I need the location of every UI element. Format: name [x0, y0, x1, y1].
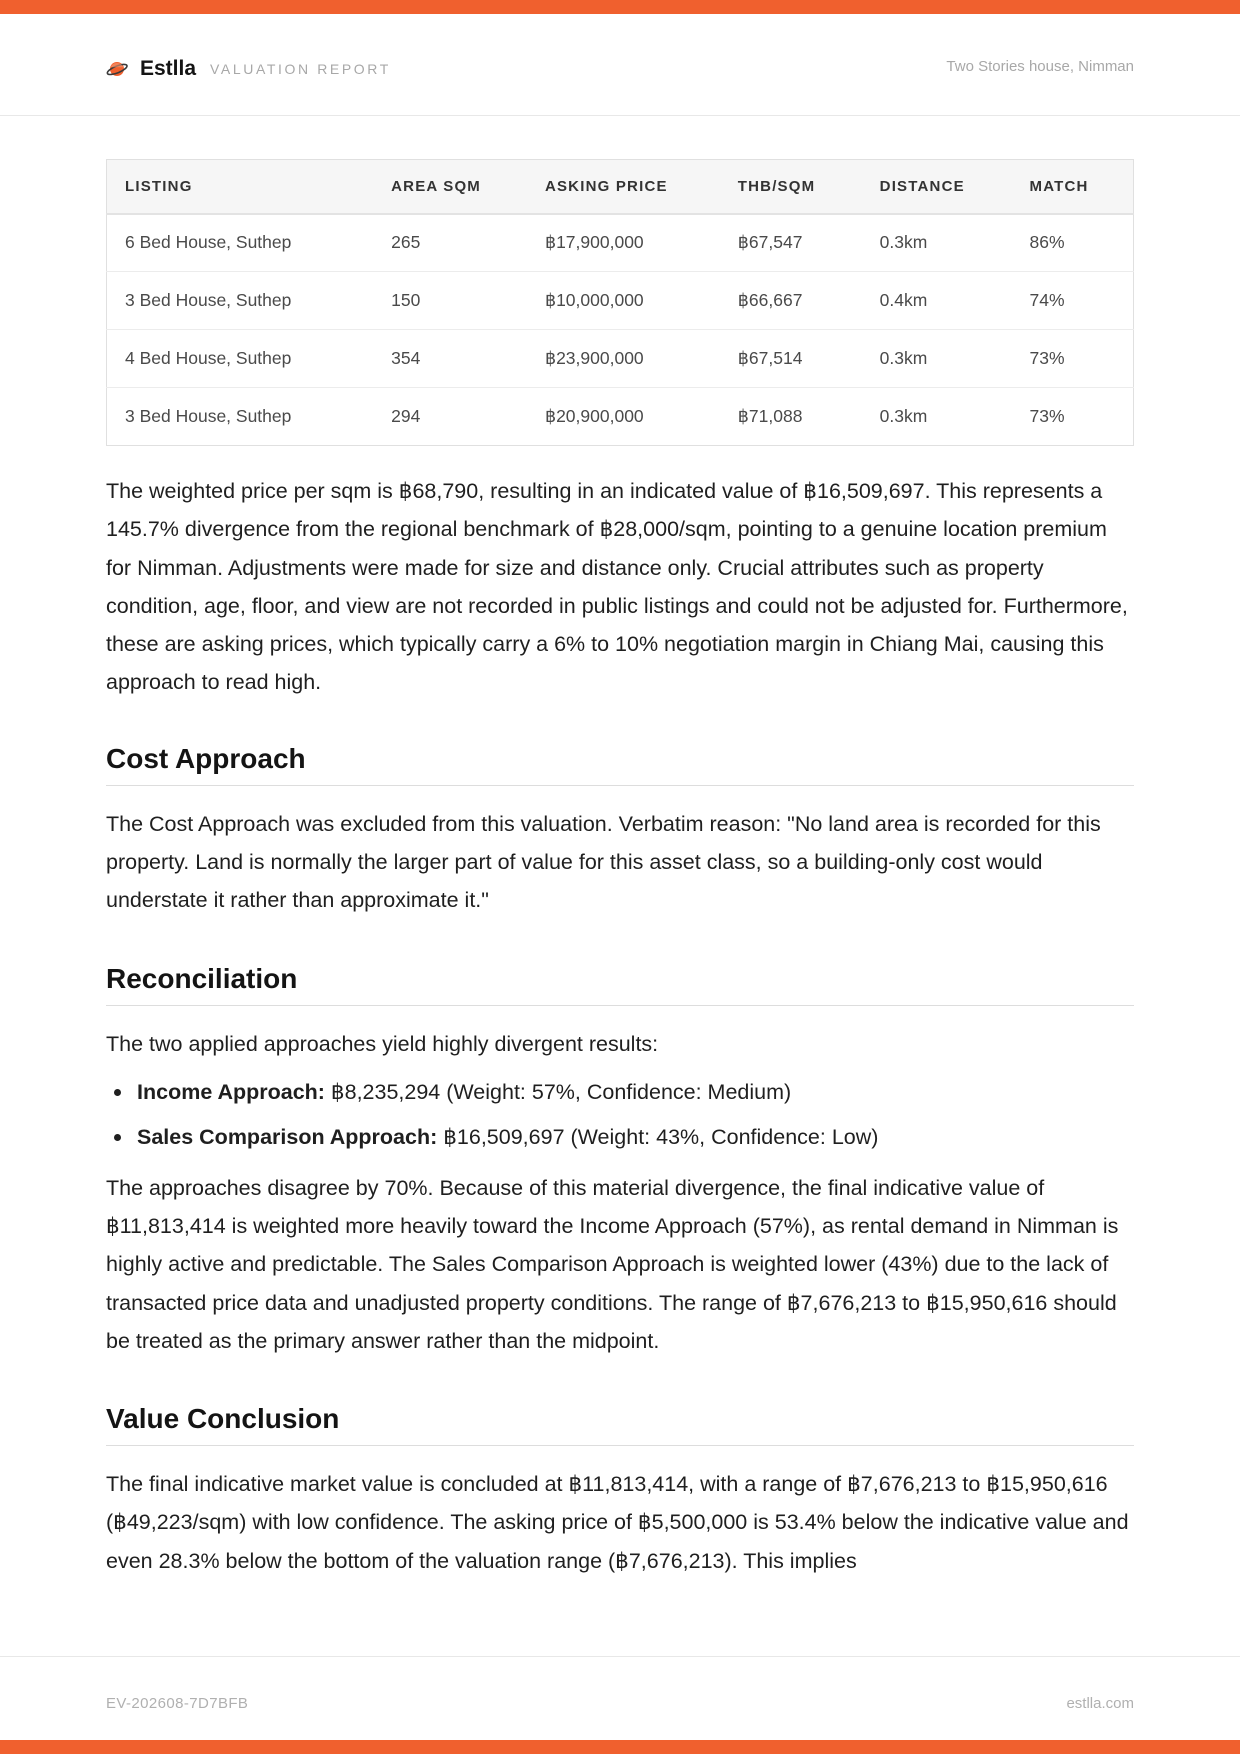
approach-value: ฿8,235,294 (Weight: 57%, Confidence: Medium) — [324, 1079, 792, 1104]
page-footer — [0, 1656, 1240, 1740]
page-header — [0, 14, 1240, 116]
asking-price-cell: ฿20,900,000 — [544, 406, 644, 426]
column-header: THB/SQM — [720, 160, 862, 214]
approach-label: Income Approach: — [137, 1079, 325, 1104]
price-per-sqm-cell: ฿67,514 — [720, 330, 862, 388]
asking-price-cell: ฿10,000,000 — [527, 272, 720, 330]
reconciliation-lead: The two applied approaches yield highly divergent results: — [106, 1031, 659, 1056]
asking-price-cell: ฿17,900,000 — [527, 214, 720, 272]
value-conclusion-paragraph: The final indicative market value is concluded at ฿11,813,414, with a range of ฿7,676,213 to ฿15,950,616 (฿49,223/sqm) with low confidence. The asking price of ฿5,500,000 is 53.4% below the indicative value and even 28.3% below the bottom of the valuation range (฿7,676,213). This implies — [106, 1472, 1129, 1573]
table-row — [107, 214, 1134, 272]
distance-cell: 0.4km — [862, 272, 1012, 330]
approach-label: Sales Comparison Approach: — [137, 1124, 438, 1149]
asking-price-cell: ฿23,900,000 — [527, 330, 720, 388]
price-per-sqm-cell: ฿71,088 — [737, 406, 803, 426]
report-type-label: VALUATION REPORT — [210, 61, 391, 77]
report-id: EV-202608-7D7BFB — [106, 1695, 249, 1712]
comparables-table — [106, 159, 1134, 446]
match-cell: 74% — [1012, 272, 1134, 330]
cost-approach-paragraph: The Cost Approach was excluded from this valuation. Verbatim reason: "No land area is recorded for this property. Land is normally the larger part of value for this asset class, so a building-only cost would understate it rather than approximate it." — [106, 811, 1101, 913]
match-cell: 86% — [1012, 214, 1134, 272]
price-per-sqm-cell: ฿66,667 — [720, 272, 862, 330]
match-cell: 73% — [1029, 406, 1065, 426]
distance-cell: 0.3km — [862, 214, 1012, 272]
report-content — [106, 159, 1134, 1580]
approaches-list — [106, 1079, 1134, 1151]
value-conclusion-heading: Value Conclusion — [106, 1403, 1134, 1446]
area-cell: 150 — [373, 272, 527, 330]
listing-cell: 3 Bed House, Suthep — [107, 272, 374, 330]
column-header: MATCH — [1012, 160, 1134, 214]
table-header-row — [107, 160, 1134, 214]
column-header: ASKING PRICE — [527, 160, 720, 214]
column-header: LISTING — [107, 160, 374, 214]
listing-cell: 6 Bed House, Suthep — [107, 214, 374, 272]
approach-value: ฿16,509,697 (Weight: 43%, Confidence: Low) — [437, 1124, 879, 1149]
distance-cell: 0.3km — [862, 330, 1012, 388]
listing-cell: 4 Bed House, Suthep — [107, 330, 374, 388]
column-header: AREA SQM — [373, 160, 527, 214]
brand — [106, 54, 391, 84]
bottom-accent-bar — [0, 1740, 1240, 1754]
list-item — [106, 1124, 1134, 1151]
property-name: Two Stories house, Nimman — [946, 58, 1134, 75]
area-cell: 265 — [373, 214, 527, 272]
reconciliation-heading: Reconciliation — [106, 963, 1134, 1006]
table-row — [107, 272, 1134, 330]
planet-logo-icon — [106, 58, 128, 80]
listing-cell: 3 Bed House, Suthep — [125, 406, 292, 426]
table-row — [107, 330, 1134, 388]
brand-name: Estlla — [140, 57, 197, 80]
area-cell: 294 — [391, 406, 421, 426]
reconciliation-paragraph: The approaches disagree by 70%. Because of this material divergence, the final indicative value of ฿11,813,414 is weighted more heavily toward the Income Approach (57%), as rental demand in Nimman is highly active and predictable. The Sales Comparison Approach is weighted lower (43%) due to the lack of transacted price data and unadjusted property conditions. The range of ฿7,676,213 to ฿15,950,616 should be treated as the primary answer rather than the midpoint. — [106, 1175, 1119, 1353]
distance-cell: 0.3km — [879, 406, 928, 426]
list-item — [106, 1079, 1134, 1106]
sales-comparison-paragraph: The weighted price per sqm is ฿68,790, resulting in an indicated value of ฿16,509,697. This represents a 145.7% divergence from the regional benchmark of ฿28,000/sqm, pointing to a genuine location premium for Nimman. Adjustments were made for size and distance only. Crucial attributes such as property condition, age, floor, and view are not recorded in public listings and could not be adjusted for. Furthermore, these are asking prices, which typically carry a 6% to 10% negotiation margin in Chiang Mai, causing this approach to read high. — [106, 479, 1128, 695]
table-row — [107, 388, 1134, 446]
column-header: DISTANCE — [862, 160, 1012, 214]
site-link[interactable]: estlla.com — [1066, 1695, 1134, 1712]
area-cell: 354 — [373, 330, 527, 388]
match-cell: 73% — [1012, 330, 1134, 388]
top-accent-bar — [0, 0, 1240, 14]
cost-approach-heading: Cost Approach — [106, 743, 1134, 786]
price-per-sqm-cell: ฿67,547 — [720, 214, 862, 272]
